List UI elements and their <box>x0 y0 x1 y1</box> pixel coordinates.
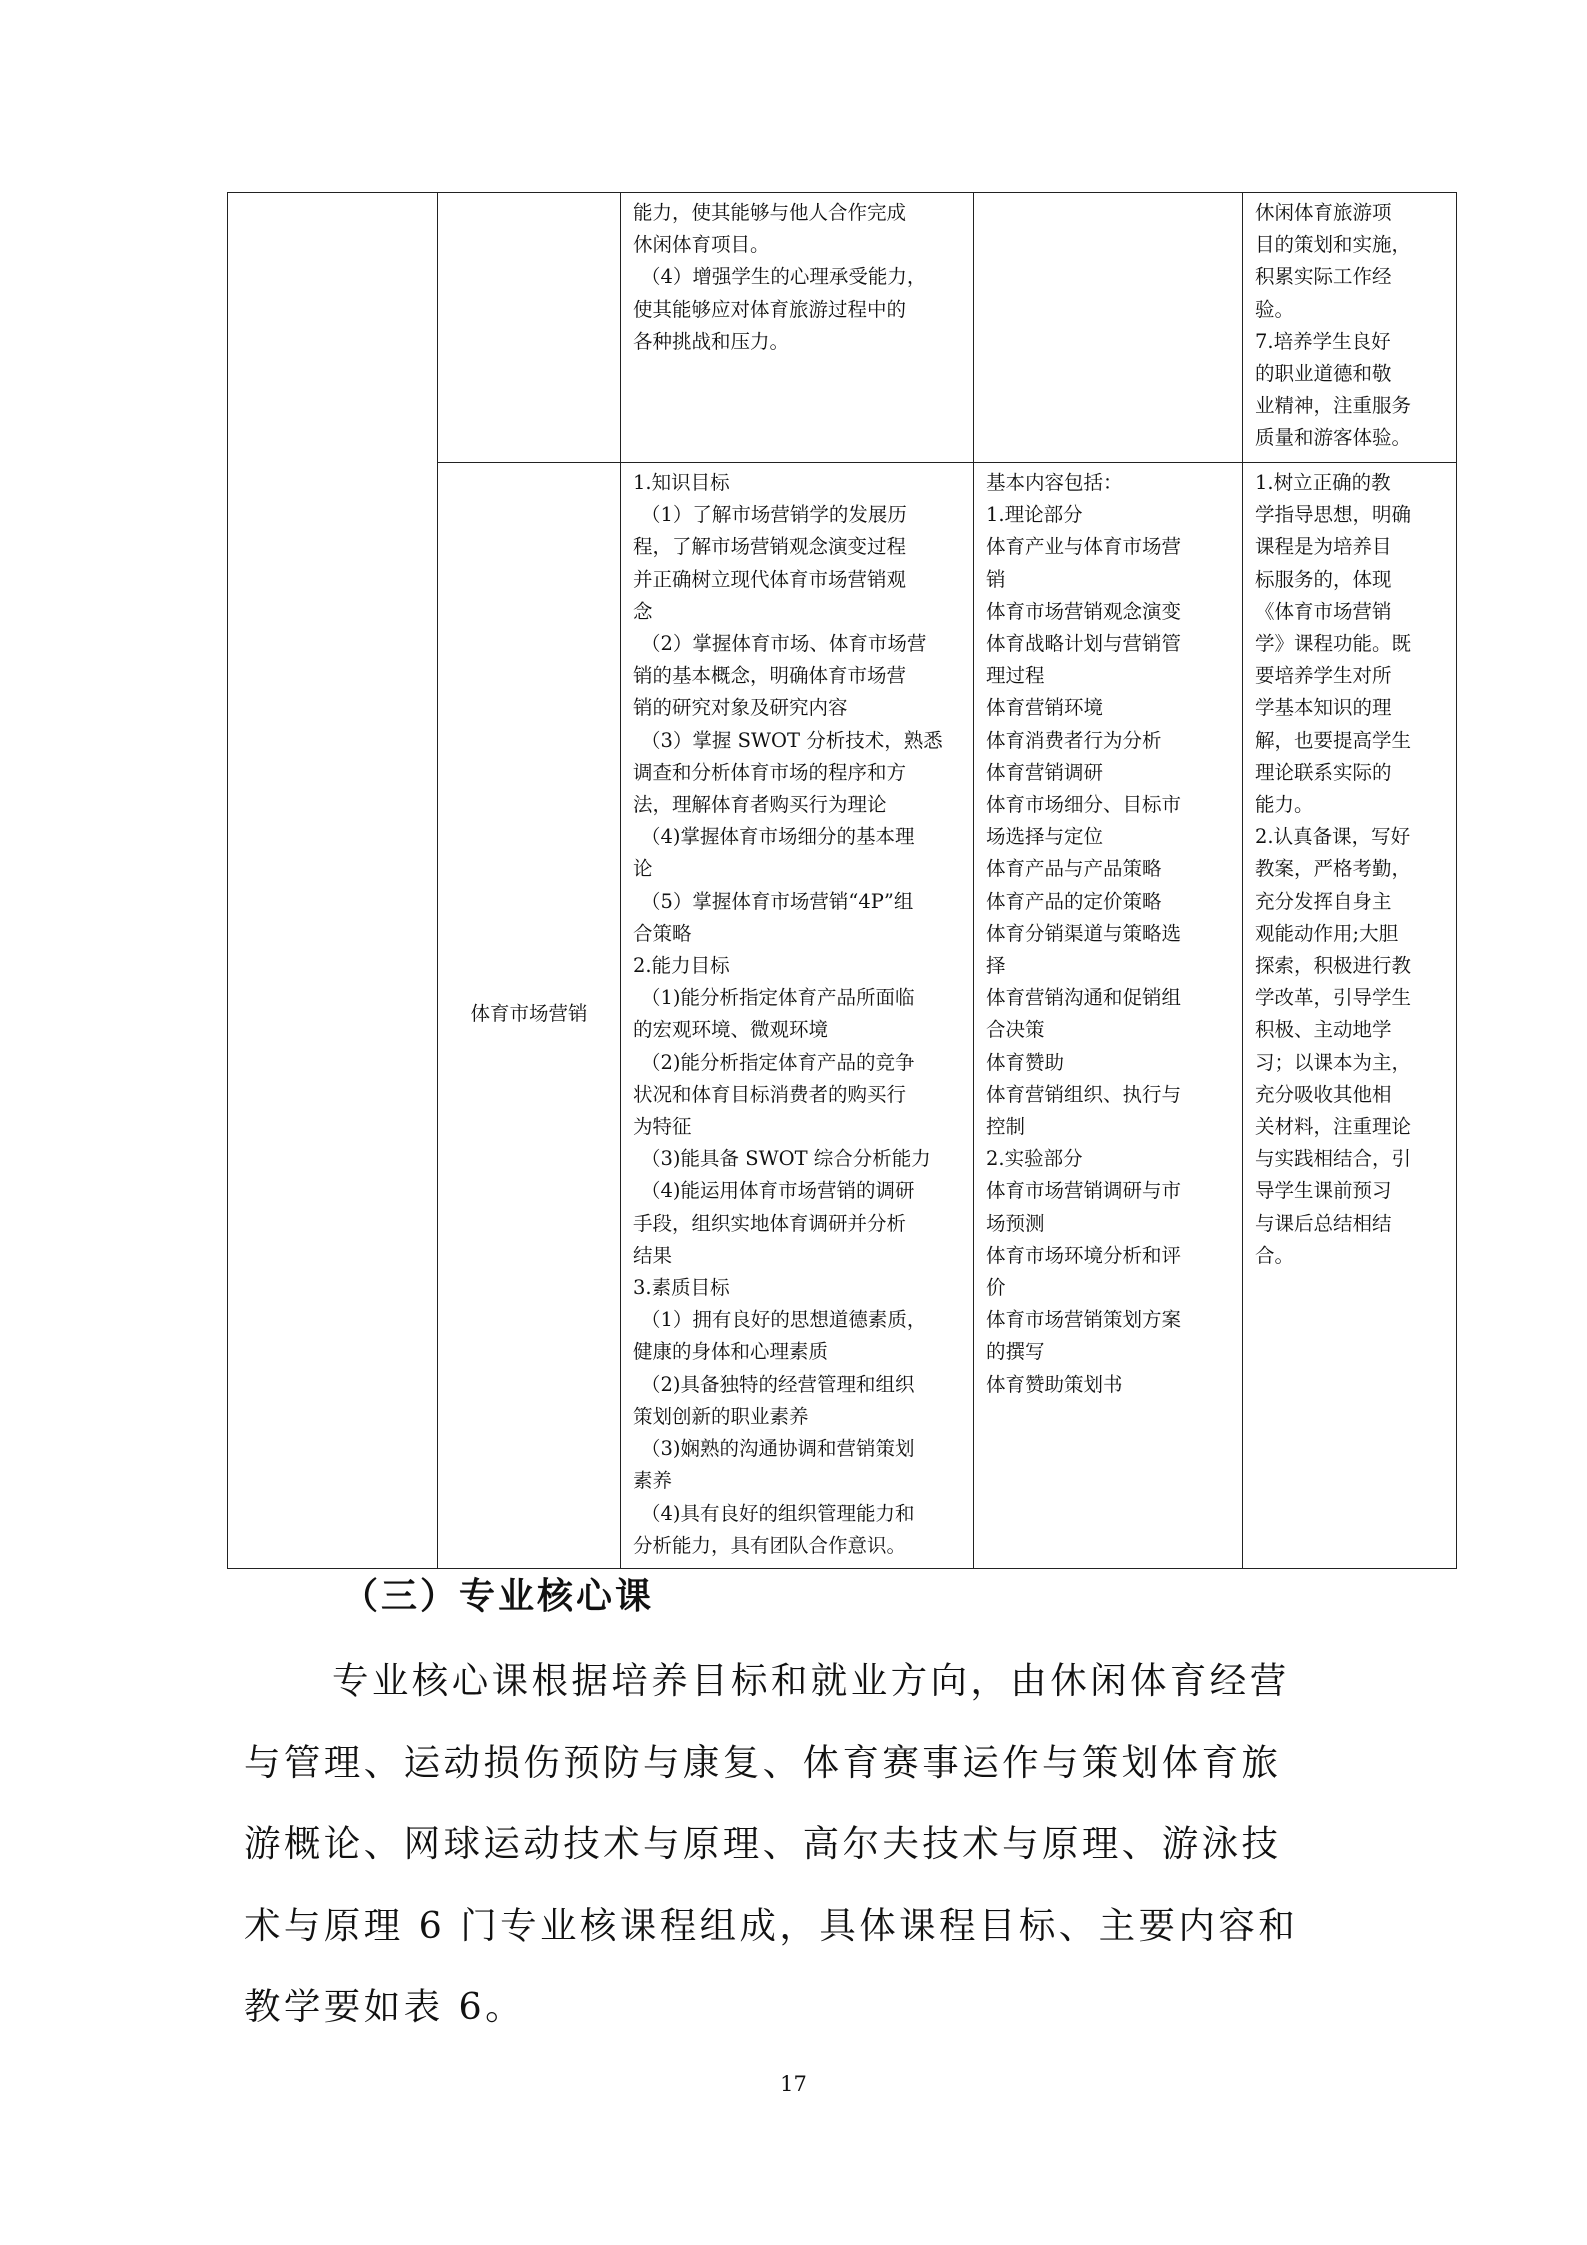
requirement-line: 7.培养学生良好 <box>1255 329 1391 353</box>
content-line: 基本内容包括： <box>986 471 1123 494</box>
objective-line: 1.知识目标 <box>633 471 730 494</box>
objective-line: 各种挑战和压力。 <box>633 329 790 353</box>
objective-line: 使其能够应对体育旅游过程中的 <box>633 297 907 321</box>
objective-line: （1)能分析指定体育产品所面临 <box>641 986 915 1010</box>
content-line: 场预测 <box>986 1211 1045 1235</box>
paragraph-line: 术与原理 6 门专业核课程组成，具体课程目标、主要内容和 <box>244 1903 1299 1947</box>
requirement-line: 课程是为培养目 <box>1255 535 1392 559</box>
requirement-line: 学改革，引导学生 <box>1255 986 1412 1010</box>
objective-line: 素养 <box>633 1469 673 1493</box>
requirement-line: 验。 <box>1255 297 1295 321</box>
content-line: 体育产品的定价策略 <box>986 889 1162 913</box>
content-line: 的撰写 <box>986 1340 1045 1364</box>
content-line: 择 <box>986 954 1006 978</box>
requirement-line: 要培养学生对所 <box>1255 664 1392 688</box>
objective-line: 3.素质目标 <box>633 1276 730 1300</box>
content-line: 体育营销沟通和促销组 <box>986 986 1182 1010</box>
requirement-line: 教案，严格考勤， <box>1255 857 1412 881</box>
requirement-line: 学》课程功能。既 <box>1255 632 1412 656</box>
content-line: 体育营销环境 <box>986 696 1104 720</box>
requirement-line: 探索，积极进行教 <box>1255 954 1412 978</box>
requirement-line: 能力。 <box>1255 793 1314 817</box>
requirement-line: 关材料，注重理论 <box>1255 1115 1412 1139</box>
requirement-line: 充分发挥自身主 <box>1255 889 1392 913</box>
objective-line: （4)掌握体育市场细分的基本理 <box>641 825 915 849</box>
objective-line: 为特征 <box>633 1115 692 1139</box>
content-line: 体育分销渠道与策略选 <box>986 921 1182 945</box>
objective-line: （2)能分析指定体育产品的竞争 <box>641 1050 915 1074</box>
paragraph-line: 与管理、运动损伤预防与康复、体育赛事运作与策划体育旅 <box>244 1740 1282 1784</box>
content-line: 体育市场营销观念演变 <box>986 599 1182 623</box>
objective-line: （2）掌握体育市场、体育市场营 <box>641 632 927 656</box>
objective-line: 结果 <box>633 1243 673 1267</box>
objective-line: 程，了解市场营销观念演变过程 <box>633 535 907 559</box>
paragraph-line: 专业核心课根据培养目标和就业方向，由休闲体育经营 <box>332 1659 1290 1702</box>
requirement-line: 目的策划和实施， <box>1255 233 1412 257</box>
table-row <box>228 193 1457 463</box>
requirement-line: 的职业道德和敬 <box>1255 362 1392 386</box>
objective-line: 论 <box>633 857 653 881</box>
objectives-cell <box>621 193 974 463</box>
body-paragraph <box>244 1640 1356 2048</box>
objective-line: 销的研究对象及研究内容 <box>633 696 848 720</box>
content-line: 体育战略计划与营销管 <box>986 632 1182 656</box>
requirement-line: 合。 <box>1255 1243 1295 1267</box>
content-line: 体育产业与体育市场营 <box>986 535 1182 559</box>
course-name-cell <box>438 463 621 1569</box>
section-heading: （三）专业核心课 <box>342 1576 655 1617</box>
requirement-line: 业精神，注重服务 <box>1255 394 1412 418</box>
requirements-cell <box>1243 193 1457 463</box>
content-line: 体育营销组织、执行与 <box>986 1082 1182 1106</box>
objective-line: 合策略 <box>633 921 692 945</box>
content-line: 体育产品与产品策略 <box>986 857 1162 881</box>
objective-line: （5）掌握体育市场营销“4P”组 <box>641 889 914 913</box>
requirement-line: 休闲体育旅游项 <box>1255 201 1392 224</box>
requirement-line: 学指导思想，明确 <box>1255 503 1412 527</box>
requirement-line: 观能动作用;大胆 <box>1255 921 1399 945</box>
objective-line: 分析能力，具有团队合作意识。 <box>633 1533 907 1557</box>
content-line: 体育市场环境分析和评 <box>986 1243 1182 1267</box>
content-line: 体育赞助 <box>986 1050 1065 1074</box>
paragraph-line: 教学要如表 6。 <box>244 1985 526 2028</box>
objective-line: 能力，使其能够与他人合作完成 <box>633 201 907 224</box>
content-cell <box>974 193 1243 463</box>
requirement-line: 解，也要提高学生 <box>1255 728 1412 752</box>
objective-line: 并正确树立现代体育市场营销观 <box>633 567 907 591</box>
requirement-line: 习；以课本为主， <box>1255 1050 1412 1074</box>
requirement-line: 学基本知识的理 <box>1255 696 1392 720</box>
requirement-line: 标服务的，体现 <box>1255 567 1392 591</box>
course-table <box>227 192 1457 1569</box>
objective-line: 2.能力目标 <box>633 954 730 978</box>
requirement-line: 2.认真备课，写好 <box>1255 825 1411 849</box>
objective-line: 调查和分析体育市场的程序和方 <box>633 760 907 784</box>
content-line: 体育消费者行为分析 <box>986 728 1162 752</box>
objective-line: （1）了解市场营销学的发展历 <box>641 503 907 527</box>
objective-line: 的宏观环境、微观环境 <box>633 1018 829 1042</box>
objective-line: （3)能具备 SWOT 综合分析能力 <box>641 1147 931 1171</box>
requirement-line: 导学生课前预习 <box>1255 1179 1392 1203</box>
objective-line: 销的基本概念，明确体育市场营 <box>633 664 907 688</box>
content-line: 体育市场营销调研与市 <box>986 1179 1182 1203</box>
objective-line: （2)具备独特的经营管理和组织 <box>641 1372 915 1396</box>
requirement-line: 充分吸收其他相 <box>1255 1082 1392 1106</box>
requirement-line: 理论联系实际的 <box>1255 760 1392 784</box>
requirement-line: 积累实际工作经 <box>1255 265 1392 289</box>
requirement-line: 《体育市场营销 <box>1255 599 1392 623</box>
requirement-line: 与课后总结相结 <box>1255 1211 1392 1235</box>
objective-line: 法，理解体育者购买行为理论 <box>633 793 887 817</box>
content-line: 体育赞助策划书 <box>986 1372 1123 1396</box>
requirement-line: 1.树立正确的教 <box>1255 471 1391 494</box>
content-line: 场选择与定位 <box>986 825 1104 849</box>
objective-line: 休闲体育项目。 <box>633 233 770 257</box>
requirement-line: 与实践相结合，引 <box>1255 1147 1412 1171</box>
objective-line: （4）增强学生的心理承受能力， <box>641 265 927 289</box>
requirement-line: 质量和游客体验。 <box>1255 426 1412 450</box>
content-cell <box>974 463 1243 1569</box>
content-line: 理过程 <box>986 664 1045 688</box>
content-line: 体育营销调研 <box>986 760 1104 784</box>
objective-line: 状况和体育目标消费者的购买行 <box>633 1082 907 1106</box>
requirement-line: 积极、主动地学 <box>1255 1018 1392 1042</box>
content-line: 合决策 <box>986 1018 1045 1042</box>
objective-line: （3)娴熟的沟通协调和营销策划 <box>641 1437 915 1461</box>
content-line: 2.实验部分 <box>986 1147 1083 1171</box>
objective-line: 策划创新的职业素养 <box>633 1404 809 1428</box>
content-line: 控制 <box>986 1115 1026 1139</box>
paragraph-line: 游概论、网球运动技术与原理、高尔夫技术与原理、游泳技 <box>244 1822 1282 1865</box>
content-line: 销 <box>986 567 1006 591</box>
content-line: 体育市场营销策划方案 <box>986 1308 1182 1332</box>
objective-line: （3）掌握 SWOT 分析技术，熟悉 <box>641 728 943 752</box>
objective-line: 念 <box>633 599 653 623</box>
objective-line: （1）拥有良好的思想道德素质， <box>641 1308 927 1332</box>
content-line: 体育市场细分、目标市 <box>986 793 1182 817</box>
objectives-cell <box>621 463 974 1569</box>
page-number: 17 <box>780 2072 807 2096</box>
content-line: 价 <box>986 1276 1006 1300</box>
course-name-cell <box>438 193 621 463</box>
category-cell <box>228 193 438 1569</box>
objective-line: 手段，组织实地体育调研并分析 <box>633 1211 907 1235</box>
objective-line: 健康的身体和心理素质 <box>633 1340 829 1364</box>
requirements-cell <box>1243 463 1457 1569</box>
objective-line: （4)具有良好的组织管理能力和 <box>641 1501 915 1525</box>
objective-line: （4)能运用体育市场营销的调研 <box>641 1179 915 1203</box>
content-line: 1.理论部分 <box>986 503 1083 527</box>
course-name: 体育市场营销 <box>470 1002 588 1026</box>
